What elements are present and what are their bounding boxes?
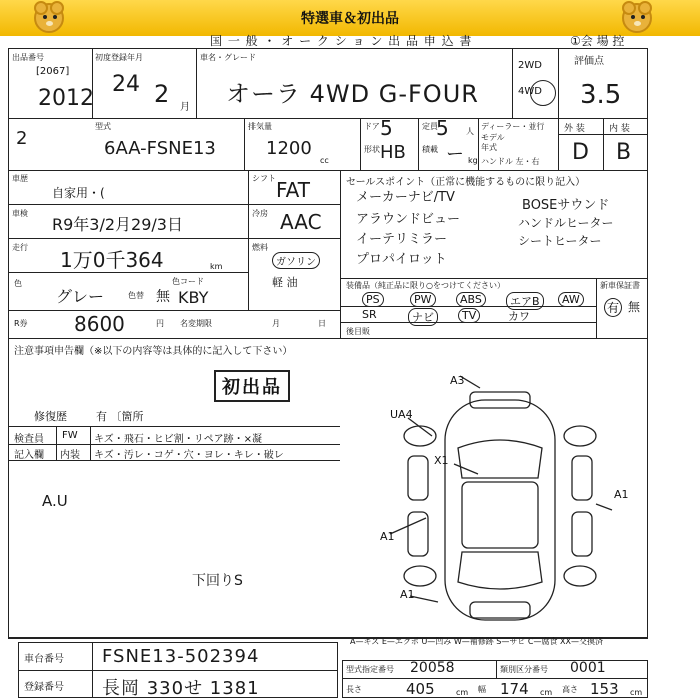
capacity-label: 定員 — [422, 122, 438, 131]
name-change-month: 月 — [272, 319, 280, 328]
shift: FAT — [276, 178, 311, 202]
rear-seat-label: 後目販 — [346, 327, 370, 336]
doors-label: ドア — [364, 122, 380, 131]
name-change-day: 日 — [318, 319, 326, 328]
record-label: 記入欄 — [14, 450, 44, 461]
width-label: 幅 — [478, 685, 486, 694]
color-code-label: 色コード — [172, 277, 204, 286]
inspection-date: R9年3/2月29/3日 — [52, 215, 183, 234]
score-label: 評価点 — [574, 56, 604, 67]
color-code: KBY — [178, 288, 209, 307]
color: グレー — [56, 287, 105, 306]
capacity: 5 — [436, 116, 449, 140]
score-value: 3.5 — [580, 80, 622, 110]
shift-label: シフト — [252, 174, 276, 183]
load: ー — [446, 144, 464, 165]
drive-2wd: 2WD — [518, 60, 542, 71]
equip-navi: ナビ — [408, 308, 438, 326]
equip-abs: ABS — [456, 292, 486, 307]
sales-point: プロパイロット — [356, 252, 447, 267]
first-reg-label: 初度登録年月 — [95, 53, 143, 62]
bear-mascot-icon — [34, 3, 64, 33]
aircon: AAC — [280, 210, 322, 234]
history-label: 車歴 — [12, 174, 28, 183]
damage-mark: UA4 — [390, 408, 413, 421]
equip-tv: TV — [458, 308, 480, 323]
equipment-label: 装備品（純正品に限り○をつけてください） — [346, 281, 505, 290]
equip-ps: PS — [362, 292, 384, 307]
recycle-unit: 円 — [156, 319, 164, 328]
color-label: 色 — [14, 279, 22, 288]
aircon-label: 冷房 — [252, 209, 268, 218]
width: 174 — [500, 680, 529, 698]
inspection-label: 車検 — [12, 209, 28, 218]
bear-mascot-icon — [622, 3, 652, 33]
reg-month: 2 — [154, 80, 170, 108]
load-unit: kg — [468, 156, 478, 165]
equip-leather: カワ — [508, 310, 530, 323]
history: 自家用・( — [52, 186, 105, 200]
venue-copy: ①会 場 控 — [570, 34, 625, 48]
inspector-label: 検査員 — [14, 434, 44, 445]
form-title: 国 一 般 ・ オ ー ク シ ョ ン 出 品 申 込 書 — [210, 34, 473, 48]
hand-note: 下回りS — [192, 573, 243, 589]
first-listing-stamp: 初出品 — [214, 370, 290, 402]
repair-label: 修復歴 — [34, 410, 67, 423]
damage-legend: A—キズ E—エクボ U—凹み W—補修跡 S—サビ C—腐食 XX—交換済 — [350, 637, 604, 646]
damage-mark: X1 — [434, 454, 449, 467]
type-cert: 20058 — [410, 660, 455, 676]
fuel-label: 燃料 — [252, 243, 268, 252]
damage-mark: A1 — [400, 588, 415, 601]
car-diagram — [350, 370, 650, 650]
interior-check-label: 内装 — [60, 450, 80, 461]
doors: 5 — [380, 116, 393, 140]
fuel: ガソリン — [272, 252, 320, 269]
damage-mark: A3 — [450, 374, 465, 387]
shape-label: 形状 — [364, 145, 380, 154]
cc-unit: cc — [320, 156, 329, 165]
recycle-fee: 8600 — [74, 312, 125, 336]
handle-label: ハンドル 左・右 — [481, 157, 540, 166]
length-label: 長さ — [346, 685, 362, 694]
door-count-note: 2 — [16, 128, 28, 149]
banner-title: 特選車＆初出品 — [301, 11, 399, 27]
model-year-label: モデル — [481, 133, 505, 142]
model-year-label2: 年式 — [481, 143, 497, 152]
width-unit: cm — [540, 688, 553, 697]
height: 153 — [590, 680, 619, 698]
vehicle-name: オーラ 4WD G-FOUR — [226, 80, 479, 108]
color-change: 無 — [156, 289, 170, 305]
month-unit: 月 — [180, 102, 190, 113]
displacement: 1200 — [266, 138, 312, 159]
height-unit: cm — [630, 688, 643, 697]
dealer-label: ディーラー・並行 — [481, 122, 545, 131]
mileage: 1万0千364 — [60, 248, 164, 272]
warranty-label: 新車保証書 — [600, 281, 640, 290]
class-number: 0001 — [570, 660, 606, 676]
plate-number: 長岡 330せ 1381 — [102, 678, 260, 699]
color-change-label: 色替 — [128, 291, 144, 300]
damage-mark: A1 — [380, 530, 395, 543]
damage-mark: A1 — [614, 488, 629, 501]
exterior-grade: D — [572, 140, 589, 165]
exterior-label: 外 装 — [564, 124, 585, 134]
interior-label: 内 装 — [609, 124, 630, 134]
sales-point: BOSEサウンド — [522, 198, 610, 213]
interior-items: キズ・汚レ・コゲ・穴・ヨレ・キレ・破レ — [94, 450, 284, 461]
plate-label: 登録番号 — [24, 682, 64, 693]
hand-note: A.U — [42, 492, 68, 510]
length-unit: cm — [456, 688, 469, 697]
sales-points-label: セールスポイント（正常に機能するものに限り記入） — [346, 177, 586, 188]
drive-circle-mark — [530, 80, 556, 106]
warranty-yes: 有 — [604, 298, 622, 317]
fw-label: FW — [62, 430, 78, 441]
recycle-label: R券 — [14, 319, 28, 328]
equip-sr: SR — [362, 308, 377, 321]
top-banner — [0, 0, 700, 36]
length: 405 — [406, 680, 435, 698]
drive-4wd: 4WD — [518, 86, 542, 97]
mileage-label: 走行 — [12, 243, 28, 252]
load-label: 積載 — [422, 145, 438, 154]
mileage-unit: km — [210, 262, 223, 271]
sales-point: メーカーナビ/TV — [356, 190, 455, 205]
reg-era-year: 24 — [112, 72, 140, 97]
shape: HB — [380, 142, 406, 163]
displacement-label: 排気量 — [248, 122, 272, 131]
sales-point: イーテリミラー — [356, 232, 448, 247]
sales-point: アラウンドビュー — [356, 212, 461, 227]
sales-point: シートヒーター — [518, 234, 602, 248]
chassis-label: 車台番号 — [24, 654, 64, 665]
vehicle-name-label: 車名・グレード — [200, 53, 256, 62]
height-label: 高さ — [562, 685, 578, 694]
reg-year: 2012 — [38, 86, 94, 111]
model-code: 6AA-FSNE13 — [104, 138, 216, 159]
warranty-no: 無 — [628, 300, 641, 314]
interior-grade: B — [616, 140, 632, 165]
repair-value: 有 〔箇所 — [96, 410, 144, 423]
model-label: 型式 — [95, 122, 111, 131]
capacity-unit: 人 — [466, 127, 474, 136]
sales-point: ハンドルヒーター — [518, 216, 614, 230]
fw-items: キズ・飛石・ヒビ割・リペア跡・×凝 — [94, 434, 262, 445]
listing-number-label: 出品番号 — [12, 53, 44, 62]
equip-airbag: エアB — [506, 292, 544, 310]
equip-aw: AW — [558, 292, 584, 307]
class-label: 類別区分番号 — [500, 665, 548, 674]
type-cert-label: 型式指定番号 — [346, 665, 394, 674]
fuel-alt: 軽 油 — [272, 276, 298, 289]
equip-pw: PW — [410, 292, 436, 307]
chassis-number: FSNE13-502394 — [102, 646, 260, 667]
notes-label: 注意事項申告欄（※以下の内容等は具体的に記入して下さい） — [14, 346, 293, 357]
listing-number: [2067] — [36, 66, 70, 77]
name-change-label: 名変期限 — [180, 319, 212, 328]
